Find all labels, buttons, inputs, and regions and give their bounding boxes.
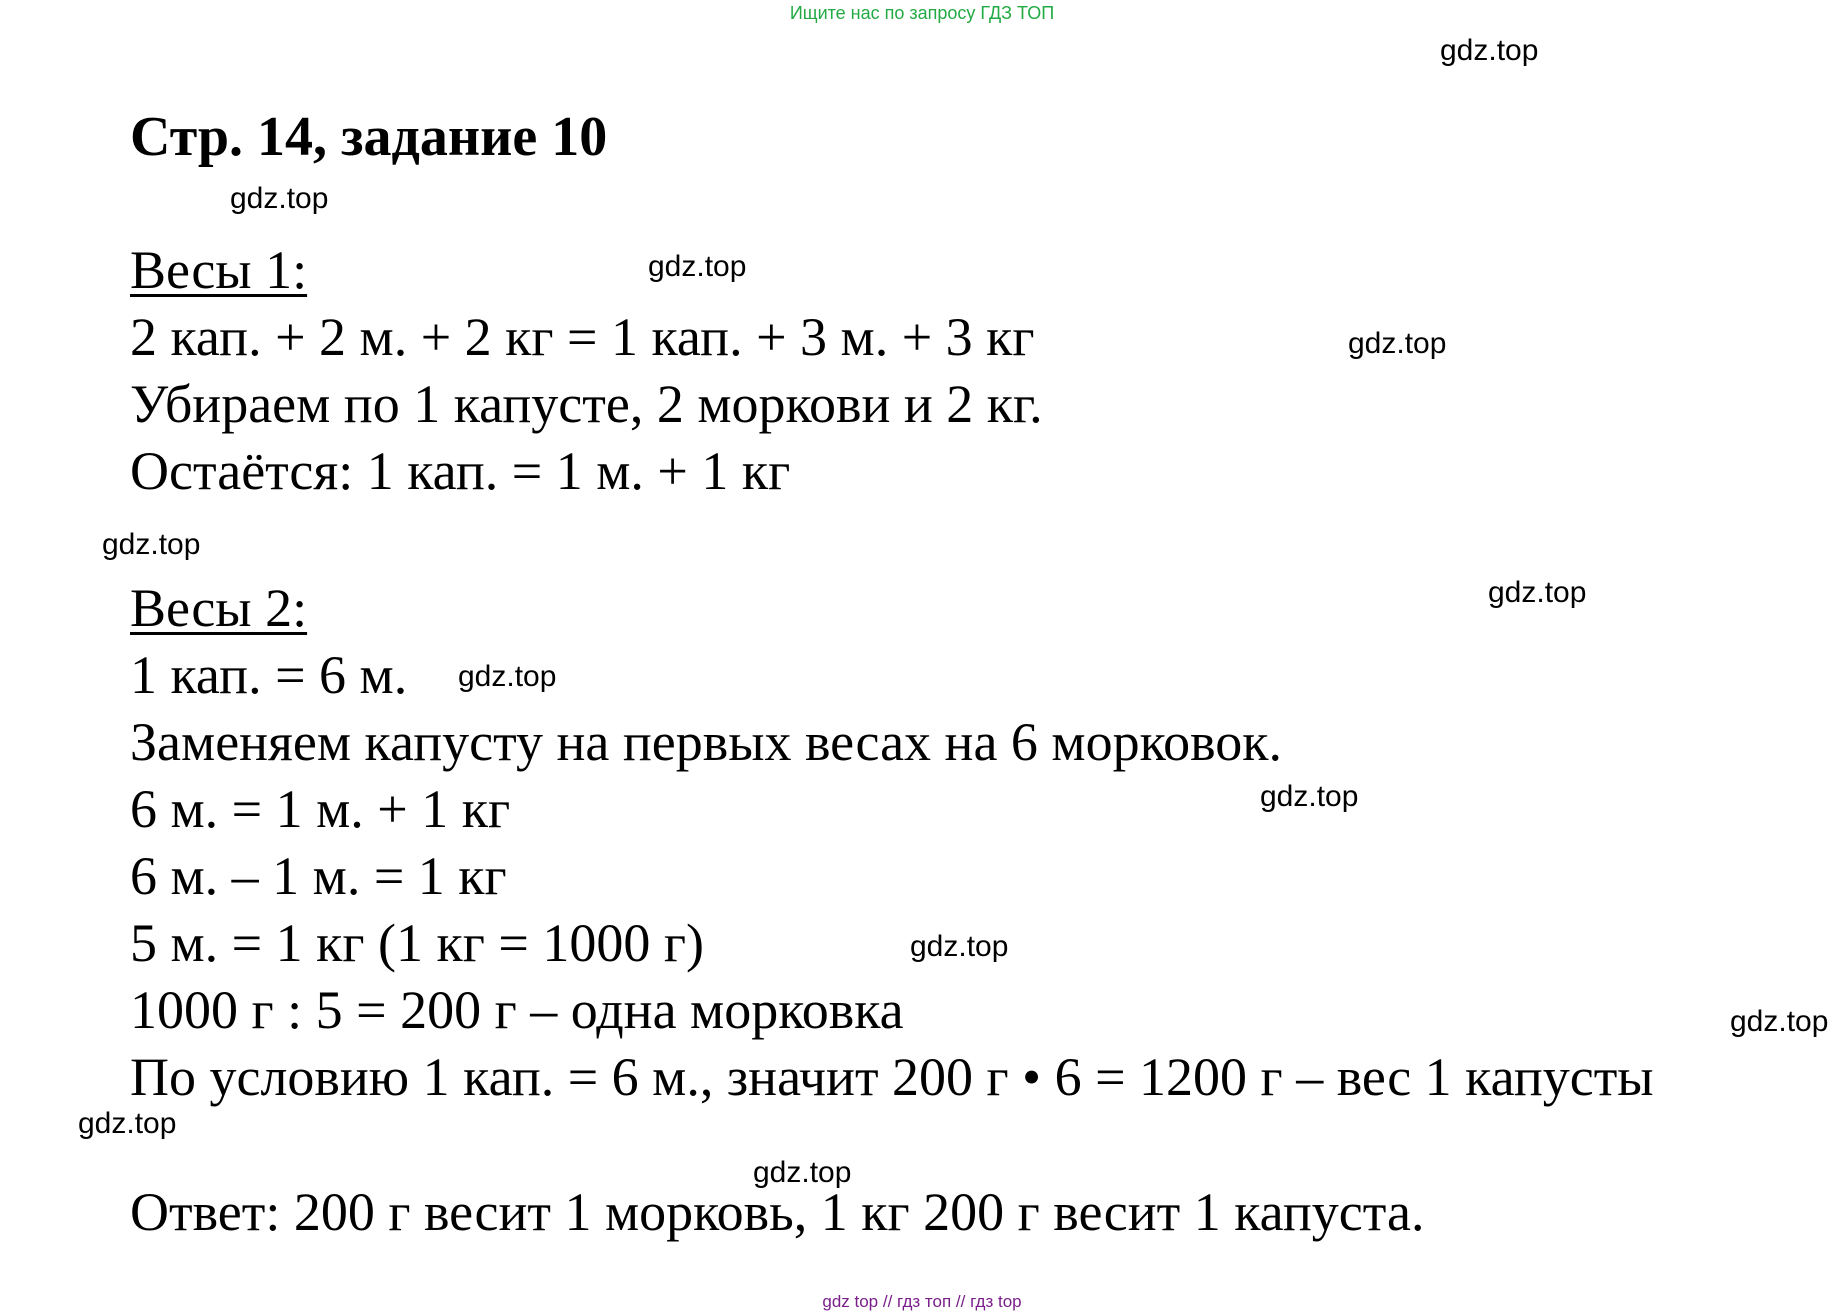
- scale2-line: 1 кап. = 6 м.: [130, 645, 408, 705]
- scale2-line: 5 м. = 1 кг (1 кг = 1000 г): [130, 913, 704, 973]
- page-title: Стр. 14, задание 10: [130, 106, 608, 168]
- scale2-line: 1000 г : 5 = 200 г – одна морковка: [130, 980, 904, 1040]
- watermark: gdz.top: [1260, 780, 1359, 813]
- footer-separator: //: [882, 1292, 893, 1311]
- scale2-line: 6 м. = 1 м. + 1 кг: [130, 779, 511, 839]
- footer-link[interactable]: гдз топ: [897, 1292, 952, 1311]
- watermark: gdz.top: [458, 660, 557, 693]
- scale1-line: Остаётся: 1 кап. = 1 м. + 1 кг: [130, 441, 791, 501]
- footer-links: [0, 1292, 1844, 1312]
- watermark: gdz.top: [648, 250, 747, 283]
- watermark: gdz.top: [102, 528, 201, 561]
- watermark: gdz.top: [78, 1107, 177, 1140]
- scale1-label: Весы 1:: [130, 240, 308, 300]
- footer-link[interactable]: gdz top: [822, 1292, 879, 1311]
- scale2-line: 6 м. – 1 м. = 1 кг: [130, 846, 507, 906]
- watermark: gdz.top: [1348, 327, 1447, 360]
- watermark: gdz.top: [1730, 1005, 1829, 1038]
- scale2-line: По условию 1 кап. = 6 м., значит 200 г • 6 = 1200 г – вес 1 капусты: [130, 1047, 1654, 1107]
- answer-line: Ответ: 200 г весит 1 морковь, 1 кг 200 г весит 1 капуста.: [130, 1182, 1425, 1242]
- watermark: gdz.top: [910, 930, 1009, 963]
- top-banner[interactable]: [0, 2, 1844, 24]
- watermark: gdz.top: [753, 1156, 852, 1189]
- search-hint-link[interactable]: Ищите нас по запросу ГДЗ ТОП: [789, 3, 1055, 23]
- footer-link[interactable]: гдз top: [970, 1292, 1022, 1311]
- watermark: gdz.top: [1488, 576, 1587, 609]
- scale1-line: 2 кап. + 2 м. + 2 кг = 1 кап. + 3 м. + 3 кг: [130, 307, 1035, 367]
- watermark: gdz.top: [230, 182, 329, 215]
- scale2-line: Заменяем капусту на первых весах на 6 морковок.: [130, 712, 1282, 772]
- scale1-line: Убираем по 1 капусте, 2 моркови и 2 кг.: [130, 374, 1043, 434]
- footer-separator: //: [955, 1292, 966, 1311]
- watermark: gdz.top: [1440, 34, 1539, 67]
- scale2-label: Весы 2:: [130, 578, 308, 638]
